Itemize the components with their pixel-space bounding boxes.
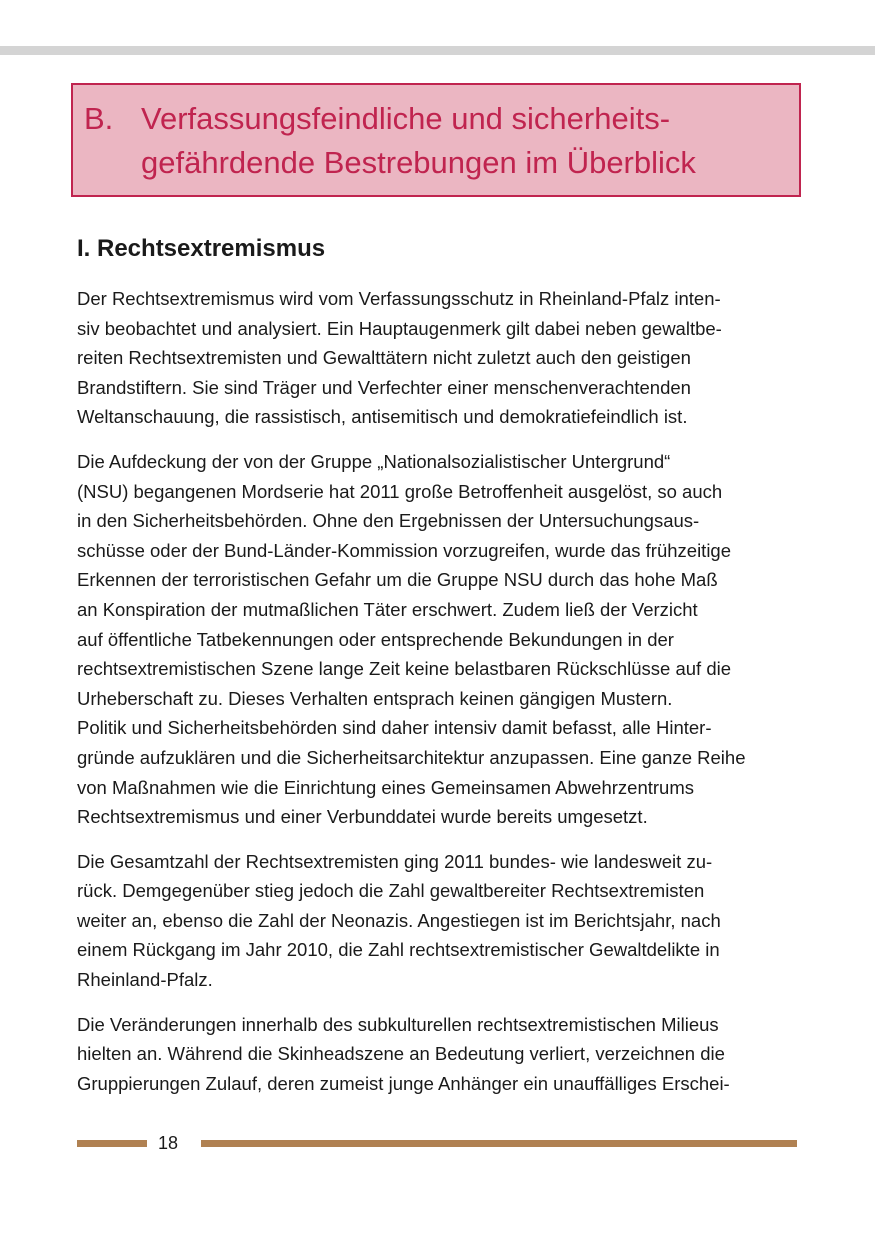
chapter-letter: B.: [84, 101, 114, 136]
text-line: Der Rechtsextremismus wird vom Verfassungsschutz in Rheinland-Pfalz inten-: [77, 288, 721, 309]
text-line: Politik und Sicherheitsbehörden sind daher intensiv damit befasst, alle Hinter-: [77, 717, 712, 739]
page-number: 18: [158, 1133, 179, 1153]
text-line: Gruppierungen Zulauf, deren zumeist junge Anhänger ein unauffälliges Erschei-: [77, 1072, 730, 1094]
text-line: schüsse oder der Bund-Länder-Kommission vorzugreifen, wurde das frühzeitige: [77, 539, 732, 561]
text-line: reiten Rechtsextremisten und Gewalttätern nicht zuletzt auch den geistigen: [77, 347, 691, 369]
chapter-heading-box: [71, 83, 801, 197]
section-heading: I. Rechtsextremismus: [77, 235, 326, 262]
text-line: einem Rückgang im Jahr 2010, die Zahl rechtsextremistischer Gewaltdelikte in: [77, 939, 720, 961]
text-line: Erkennen der terroristischen Gefahr um die Gruppe NSU durch das hohe Maß: [77, 569, 718, 591]
body-text: [77, 284, 802, 1113]
text-line: rechtsextremistischen Szene lange Zeit keine belastbaren Rückschlüsse auf die: [77, 658, 732, 680]
text-line: Weltanschauung, die rassistisch, antisemitisch und demokratiefeindlich ist.: [77, 406, 688, 428]
text-line: Rheinland-Pfalz.: [77, 969, 213, 991]
paragraph-1: [77, 284, 802, 432]
footer-rule-left: [77, 1140, 147, 1147]
chapter-title: [141, 97, 791, 185]
text-line: Die Veränderungen innerhalb des subkulturellen rechtsextremistischen Milieus: [77, 1013, 719, 1035]
paragraph-4: [77, 1010, 802, 1099]
footer-rule-right: [201, 1140, 797, 1147]
text-line: hielten an. Während die Skinheadszene an Bedeutung verliert, verzeichnen die: [77, 1043, 725, 1065]
text-line: in den Sicherheitsbehörden. Ohne den Ergebnissen der Untersuchungsaus-: [77, 510, 700, 532]
text-line: weiter an, ebenso die Zahl der Neonazis. Angestiegen ist im Berichtsjahr, nach: [77, 909, 721, 931]
text-line: von Maßnahmen wie die Einrichtung eines Gemeinsamen Abwehrzentrums: [77, 776, 694, 798]
text-line: siv beobachtet und analysiert. Ein Hauptaugenmerk gilt dabei neben gewaltbe-: [77, 317, 722, 339]
text-line: Brandstiftern. Sie sind Träger und Verfechter einer menschenverachtenden: [77, 376, 691, 398]
text-line: Die Gesamtzahl der Rechtsextremisten ging 2011 bundes- wie landesweit zu-: [77, 850, 713, 872]
chapter-title-line: Verfassungsfeindliche und sicherheits-: [141, 101, 671, 136]
paragraph-3: [77, 847, 802, 995]
text-line: auf öffentliche Tatbekennungen oder entsprechende Bekundungen in der: [77, 628, 674, 650]
text-line: (NSU) begangenen Mordserie hat 2011 große Betroffenheit ausgelöst, so auch: [77, 480, 723, 502]
text-line: Die Aufdeckung der von der Gruppe „Nationalsozialistischer Untergrund“: [77, 450, 671, 472]
text-line: Rechtsextremismus und einer Verbunddatei wurde bereits umgesetzt.: [77, 806, 648, 828]
top-divider: [0, 46, 875, 55]
text-line: gründe aufzuklären und die Sicherheitsarchitektur anzupassen. Eine ganze Reihe: [77, 746, 746, 768]
text-line: rück. Demgegenüber stieg jedoch die Zahl gewaltbereiter Rechtsextremisten: [77, 880, 705, 902]
paragraph-2: [77, 447, 802, 832]
text-line: Urheberschaft zu. Dieses Verhalten entsprach keinen gängigen Mustern.: [77, 687, 673, 709]
chapter-title-line: gefährdende Bestrebungen im Überblick: [141, 145, 696, 180]
text-line: an Konspiration der mutmaßlichen Täter erschwert. Zudem ließ der Verzicht: [77, 598, 698, 620]
